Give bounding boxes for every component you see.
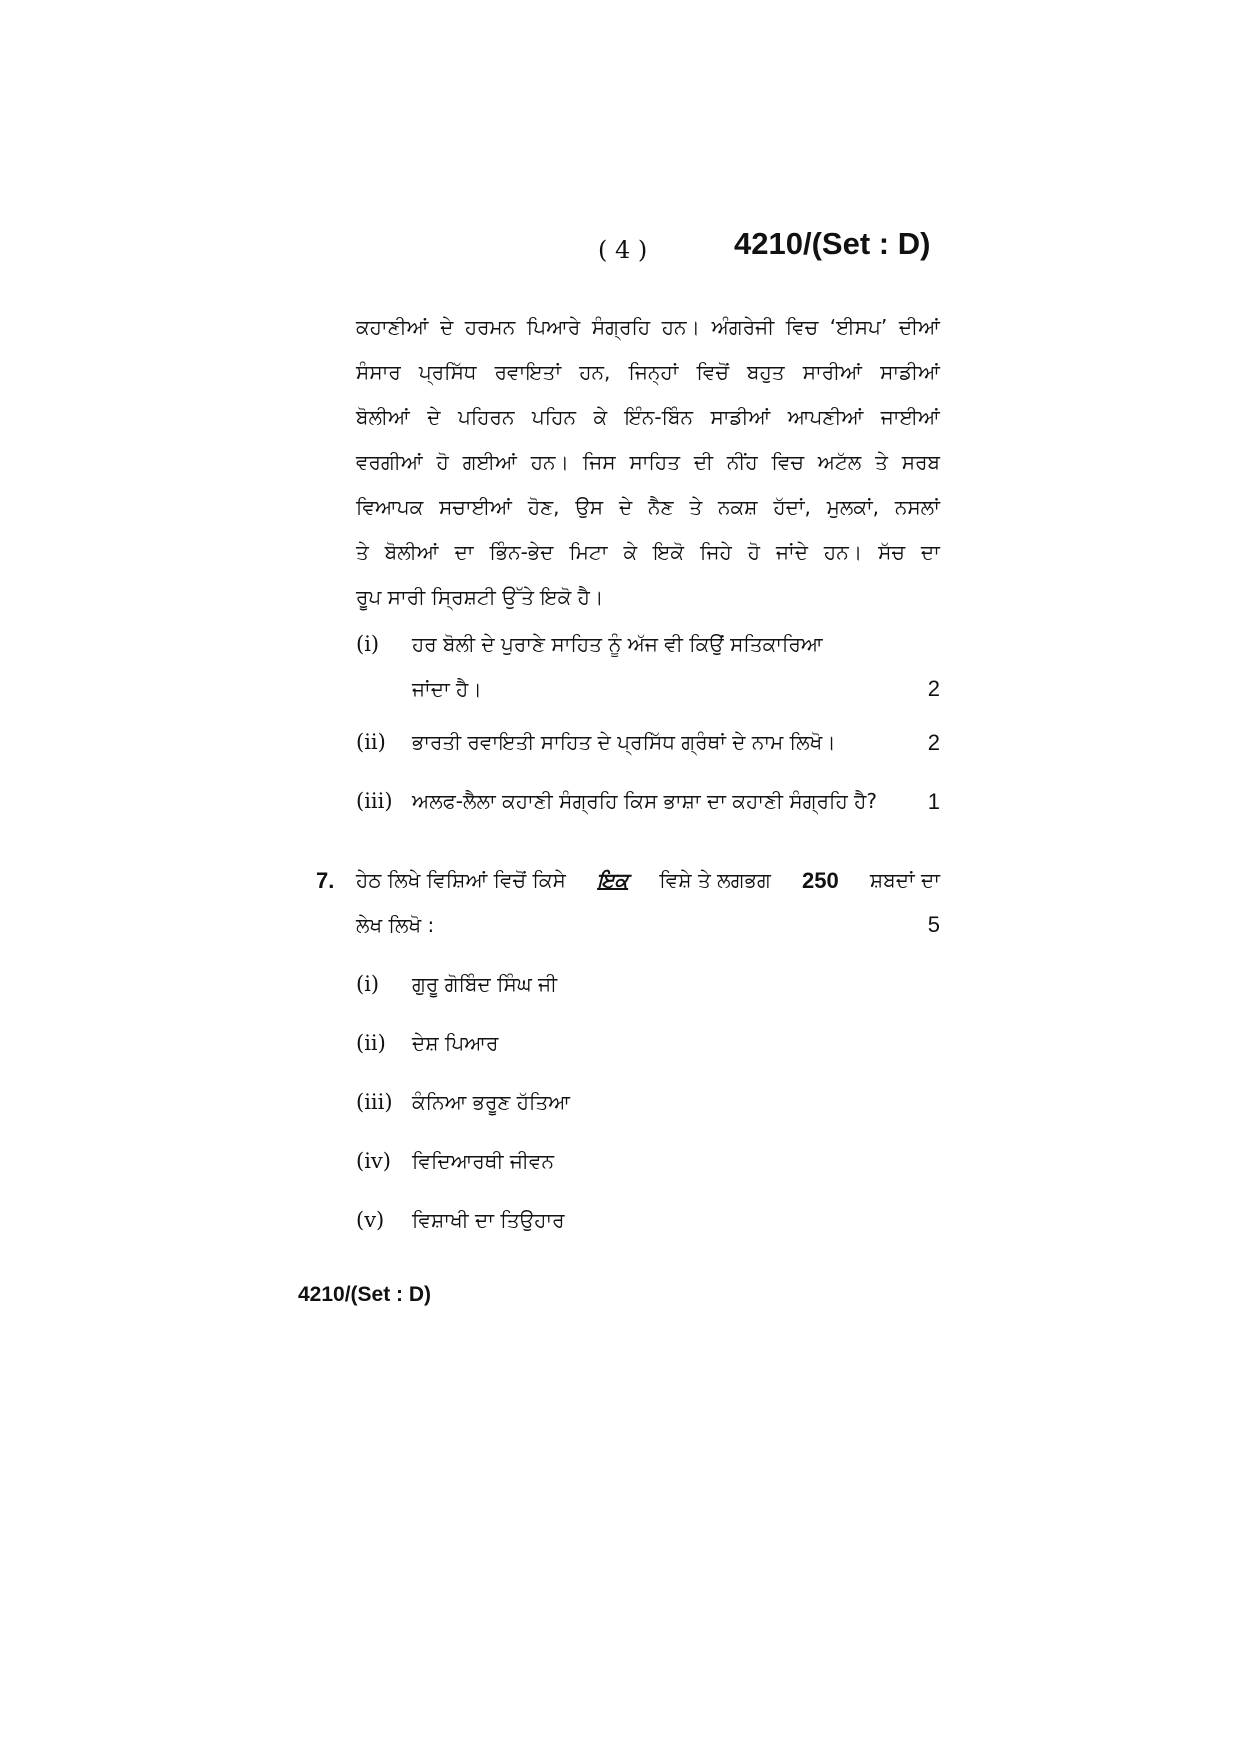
topic-text: ਗੁਰੂ ਗੋਬਿੰਦ ਸਿੰਘ ਜੀ <box>412 972 558 996</box>
marks: 2 <box>927 676 940 701</box>
passage-line <box>356 484 940 529</box>
passage-word: ਸਾਡੀਆਂ <box>880 359 940 384</box>
passage-word: ਤੇ <box>689 494 703 519</box>
topic-text: ਵਿਸ਼ਾਖੀ ਦਾ ਤਿਉਹਾਰ <box>412 1208 565 1232</box>
passage-word: ਸਾਹਿਤ <box>629 449 680 474</box>
passage-word: ਕੇ <box>623 539 638 564</box>
passage-word: ਦੇ <box>618 494 633 519</box>
passage-line <box>356 439 940 484</box>
passage-word: ਇਕੋ <box>653 539 685 564</box>
topic-number: (ii) <box>356 1031 386 1055</box>
passage-word: ਪਹਿਰਨ <box>457 404 515 429</box>
passage-word: ਜਿਨ੍ਹਾਂ <box>628 359 679 384</box>
passage-word: ਅਟੱਲ <box>817 449 862 474</box>
passage-word: ਵਿਚੋਂ <box>696 359 729 384</box>
passage-word: ਹਰਮਨ <box>464 314 516 339</box>
passage-word: ਹਨ। <box>530 449 569 474</box>
sub-question-text-continued: ਜਾਂਦਾ ਹੈ। <box>412 677 482 701</box>
word-count: 250 <box>801 868 839 893</box>
paper-code-header: 4210/(Set : D) <box>734 226 931 261</box>
topic-number: (iii) <box>356 1090 393 1114</box>
question-text-part: ਵਿਸ਼ੇ ਤੇ ਲਗਭਗ <box>659 868 771 892</box>
passage-word: ਕਹਾਣੀਆਂ <box>356 314 429 339</box>
question-text-continued: ਲੇਖ ਲਿਖੋ : <box>356 913 435 937</box>
page-number: ( 4 ) <box>598 236 648 264</box>
sub-question-1 <box>356 632 940 722</box>
passage-word: ਸਚਾਈਆਂ <box>439 494 512 519</box>
passage-line <box>356 304 940 349</box>
sub-question-number: (iii) <box>356 789 393 813</box>
passage-word: ਇੰਨ-ਬਿੰਨ <box>624 404 694 429</box>
question-emphasis: ਇਕ <box>597 868 629 892</box>
passage-word: ਹਨ, <box>579 359 611 384</box>
question-text <box>356 868 940 894</box>
passage-word: ਨਸਲਾਂ <box>894 494 940 519</box>
sub-question-2 <box>356 730 940 770</box>
question-7 <box>316 868 940 968</box>
passage-word: ਦੀਆਂ <box>898 314 940 339</box>
passage-word: ਸੰਗ੍ਰਹਿ <box>591 314 651 339</box>
passage-word: ਪ੍ਰਸਿੱਧ <box>418 359 477 384</box>
passage-word: ਮੁਲਕਾਂ, <box>826 494 880 519</box>
sub-question-number: (i) <box>356 632 380 656</box>
passage-word: ਵਿਚ <box>785 314 819 339</box>
sub-question-text: ਭਾਰਤੀ ਰਵਾਇਤੀ ਸਾਹਿਤ ਦੇ ਪ੍ਰਸਿੱਧ ਗ੍ਰੰਥਾਂ ਦੇ ਨਾਮ ਲਿਖੋ। <box>412 730 836 754</box>
passage-word: ਸਾਡੀਆਂ <box>710 404 771 429</box>
passage-word: ਨੀਂਹ <box>726 449 758 474</box>
topic-number: (i) <box>356 972 380 996</box>
passage-word: ਬੋਲੀਆਂ <box>356 404 410 429</box>
passage-word: ਅੰਗਰੇਜੀ <box>711 314 775 339</box>
passage-word: ਸਾਰੀਆਂ <box>802 359 862 384</box>
marks: 5 <box>927 912 940 937</box>
passage-word: ਦਾ <box>920 539 940 564</box>
passage-word: ਕੇ <box>593 404 608 429</box>
question-number: 7. <box>316 868 335 893</box>
topic-text: ਦੇਸ਼ ਪਿਆਰ <box>412 1031 499 1055</box>
passage-word: ਭਿੰਨ-ਭੇਦ <box>489 539 554 564</box>
passage-word: ਪਹਿਨ <box>531 404 577 429</box>
passage-word: ਬੋਲੀਆਂ <box>384 539 439 564</box>
passage-word: ਨੈਣ <box>648 494 674 519</box>
passage-word: ਸਰਬ <box>901 449 940 474</box>
question-text-part: ਹੇਠ ਲਿਖੇ ਵਿਸ਼ਿਆਂ ਵਿਚੋਂ ਕਿਸੇ <box>356 868 566 892</box>
passage-word: ਪਿਆਰੇ <box>526 314 581 339</box>
passage-line <box>356 349 940 394</box>
passage-word: ਜਾਈਆਂ <box>880 404 940 429</box>
passage-word: ਤੇ <box>356 539 369 564</box>
passage-word: ਜਿਸ <box>582 449 616 474</box>
marks: 1 <box>927 789 940 814</box>
passage-word: ਹਨ। <box>661 314 701 339</box>
topic-text: ਕੰਨਿਆ ਭਰੂਣ ਹੱਤਿਆ <box>412 1090 571 1114</box>
passage-word: ਸੰਸਾਰ <box>356 359 401 384</box>
passage-word: ਹੱਦਾਂ, <box>773 494 811 519</box>
passage-word: ਹੋ <box>436 449 449 474</box>
passage-line <box>356 394 940 439</box>
sub-question-text: ਹਰ ਬੋਲੀ ਦੇ ਪੁਰਾਣੇ ਸਾਹਿਤ ਨੂੰ ਅੱਜ ਵੀ ਕਿਉਂ ਸਤਿਕਾਰਿਆ <box>412 632 823 656</box>
passage-word: ਰਵਾਇਤਾਂ <box>494 359 562 384</box>
passage <box>356 304 940 619</box>
topic-text: ਵਿਦਿਆਰਥੀ ਜੀਵਨ <box>412 1149 554 1173</box>
topic-number: (v) <box>356 1208 385 1232</box>
sub-question-3 <box>356 789 940 829</box>
passage-word: ਸੱਚ <box>878 539 905 564</box>
passage-word: ਦਾ <box>454 539 474 564</box>
passage-word: ਆਪਣੀਆਂ <box>787 404 864 429</box>
passage-word: ਬਹੁਤ <box>747 359 785 384</box>
passage-word: ਉਸ <box>575 494 604 519</box>
passage-word: ਜਿਹੇ <box>700 539 732 564</box>
passage-word: ਮਿਟਾ <box>569 539 608 564</box>
passage-word: ਦੇ <box>427 404 441 429</box>
passage-word: ਵਰਗੀਆਂ <box>356 449 423 474</box>
passage-line-text: ਰੂਪ ਸਾਰੀ ਸ੍ਰਿਸ਼ਟੀ ਉੱਤੇ ਇਕੋ ਹੈ। <box>356 584 604 609</box>
question-text-part: ਸ਼ਬਦਾਂ ਦਾ <box>869 868 940 892</box>
passage-word: ਹੋਣ, <box>527 494 560 519</box>
topic-number: (iv) <box>356 1149 391 1173</box>
passage-word: ਵਿਆਪਕ <box>356 494 424 519</box>
paper-code-footer: 4210/(Set : D) <box>298 1283 432 1306</box>
passage-word: ਦੇ <box>440 314 454 339</box>
passage-word: ਹਨ। <box>823 539 863 564</box>
passage-word: ਹੋ <box>747 539 761 564</box>
passage-word: ਵਿਚ <box>771 449 804 474</box>
passage-word: ਤੇ <box>875 449 888 474</box>
passage-word: ‘ਈਸਪ’ <box>829 314 888 339</box>
passage-word: ਗਈਆਂ <box>462 449 517 474</box>
passage-line <box>356 574 940 619</box>
sub-question-text: ਅਲਫ-ਲੈਲਾ ਕਹਾਣੀ ਸੰਗ੍ਰਹਿ ਕਿਸ ਭਾਸ਼ਾ ਦਾ ਕਹਾਣੀ ਸੰਗ੍ਰਹਿ ਹੈ? <box>412 789 877 813</box>
passage-line <box>356 529 940 574</box>
passage-word: ਦੀ <box>693 449 714 474</box>
passage-word: ਨਕਸ਼ <box>718 494 758 519</box>
marks: 2 <box>927 730 940 755</box>
sub-question-number: (ii) <box>356 730 386 754</box>
passage-word: ਜਾਂਦੇ <box>776 539 808 564</box>
